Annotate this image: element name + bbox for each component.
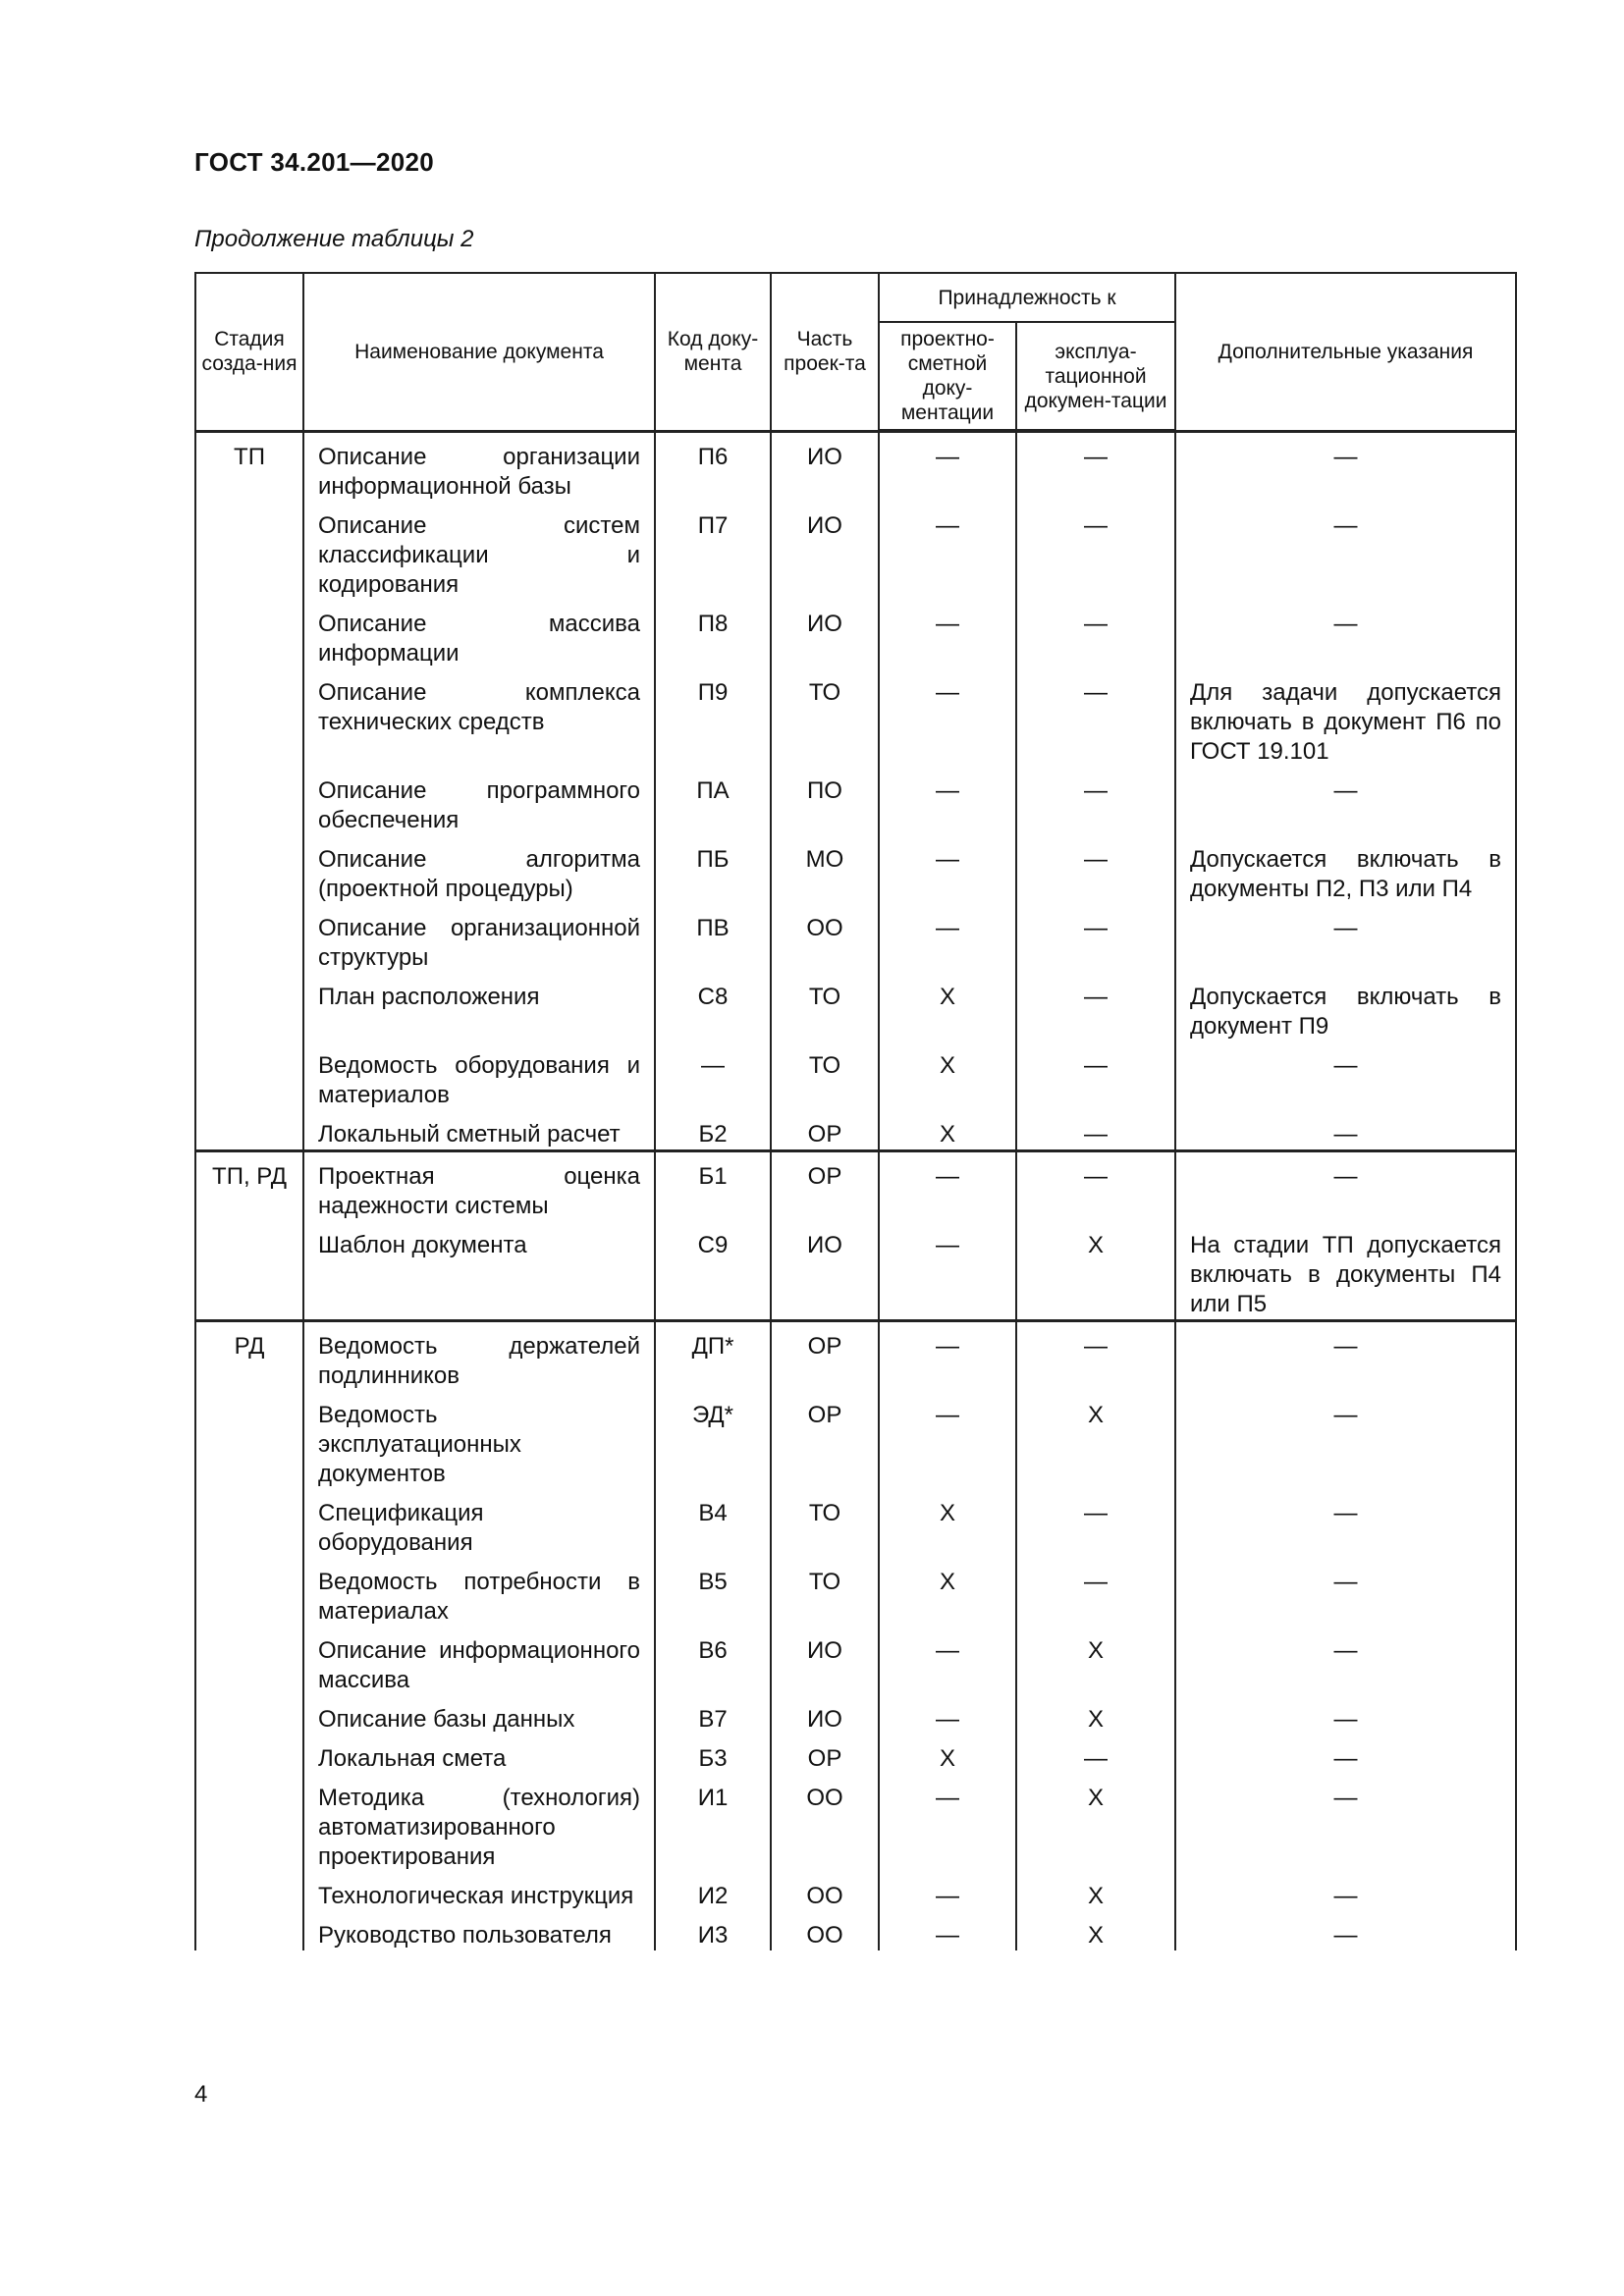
project-part-cell: ИО bbox=[771, 1695, 879, 1735]
project-part-cell: ОР bbox=[771, 1150, 879, 1221]
design-doc-cell: — bbox=[879, 1774, 1016, 1872]
documents-table bbox=[194, 272, 1517, 1950]
project-part-cell: ОО bbox=[771, 904, 879, 973]
table-row bbox=[195, 1872, 1516, 1911]
design-doc-cell: — bbox=[879, 835, 1016, 904]
project-part-cell: ОР bbox=[771, 1391, 879, 1489]
project-part-cell: ОО bbox=[771, 1872, 879, 1911]
operation-doc-cell: — bbox=[1016, 767, 1175, 835]
project-part-cell: ИО bbox=[771, 1627, 879, 1695]
document-name-cell: Описание организации информационной базы bbox=[303, 431, 655, 502]
document-code-cell: ЭД* bbox=[655, 1391, 771, 1489]
project-part-cell: ИО bbox=[771, 600, 879, 668]
operation-doc-cell: — bbox=[1016, 1320, 1175, 1391]
header-design-doc: проектно-сметной доку-ментации bbox=[879, 322, 1016, 431]
document-name-cell: Описание базы данных bbox=[303, 1695, 655, 1735]
notes-cell: — bbox=[1175, 1489, 1516, 1558]
document-code-cell: ПА bbox=[655, 767, 771, 835]
document-code-cell: П7 bbox=[655, 502, 771, 600]
document-name-cell: План расположения bbox=[303, 973, 655, 1041]
table-row bbox=[195, 1221, 1516, 1321]
operation-doc-cell: Х bbox=[1016, 1911, 1175, 1950]
notes-cell: — bbox=[1175, 431, 1516, 502]
document-name-cell: Описание массива информации bbox=[303, 600, 655, 668]
operation-doc-cell: Х bbox=[1016, 1627, 1175, 1695]
document-code-cell: Б3 bbox=[655, 1735, 771, 1774]
notes-cell: Допускается включать в документы П2, П3 или П4 bbox=[1175, 835, 1516, 904]
design-doc-cell: — bbox=[879, 1695, 1016, 1735]
notes-cell: — bbox=[1175, 502, 1516, 600]
design-doc-cell: — bbox=[879, 767, 1016, 835]
operation-doc-cell: — bbox=[1016, 904, 1175, 973]
stage-cell: ТП, РД bbox=[195, 1150, 303, 1320]
document-code-cell: ПВ bbox=[655, 904, 771, 973]
design-doc-cell: — bbox=[879, 1872, 1016, 1911]
table-row bbox=[195, 502, 1516, 600]
project-part-cell: ТО bbox=[771, 973, 879, 1041]
table-row bbox=[195, 1320, 1516, 1391]
document-name-cell: Описание комплекса технических средств bbox=[303, 668, 655, 767]
document-name-cell: Шаблон документа bbox=[303, 1221, 655, 1321]
notes-cell: Допускается включать в документ П9 bbox=[1175, 973, 1516, 1041]
notes-cell: На стадии ТП допускается включать в документы П4 или П5 bbox=[1175, 1221, 1516, 1321]
table-caption: Продолжение таблицы 2 bbox=[194, 226, 474, 252]
design-doc-cell: Х bbox=[879, 1489, 1016, 1558]
table-row bbox=[195, 1774, 1516, 1872]
table-row bbox=[195, 904, 1516, 973]
notes-cell: — bbox=[1175, 1911, 1516, 1950]
table-row bbox=[195, 1489, 1516, 1558]
operation-doc-cell: Х bbox=[1016, 1774, 1175, 1872]
table-row bbox=[195, 835, 1516, 904]
document-name-cell: Ведомость оборудования и материалов bbox=[303, 1041, 655, 1110]
table-row bbox=[195, 600, 1516, 668]
operation-doc-cell: — bbox=[1016, 1041, 1175, 1110]
project-part-cell: ТО bbox=[771, 668, 879, 767]
document-code-cell: В5 bbox=[655, 1558, 771, 1627]
document-name-cell: Описание организационной структуры bbox=[303, 904, 655, 973]
design-doc-cell: Х bbox=[879, 1110, 1016, 1151]
table-row bbox=[195, 1627, 1516, 1695]
table-row bbox=[195, 668, 1516, 767]
design-doc-cell: Х bbox=[879, 1558, 1016, 1627]
operation-doc-cell: — bbox=[1016, 668, 1175, 767]
notes-cell: — bbox=[1175, 1041, 1516, 1110]
document-name-cell: Методика (технология) автоматизированного проектирования bbox=[303, 1774, 655, 1872]
document-name-cell: Ведомость эксплуатационных документов bbox=[303, 1391, 655, 1489]
notes-cell: — bbox=[1175, 1558, 1516, 1627]
notes-cell: — bbox=[1175, 1320, 1516, 1391]
document-name-cell: Локальная смета bbox=[303, 1735, 655, 1774]
operation-doc-cell: — bbox=[1016, 1558, 1175, 1627]
design-doc-cell: — bbox=[879, 1627, 1016, 1695]
design-doc-cell: — bbox=[879, 1391, 1016, 1489]
design-doc-cell: — bbox=[879, 668, 1016, 767]
stage-cell: ТП bbox=[195, 431, 303, 1150]
design-doc-cell: Х bbox=[879, 1735, 1016, 1774]
project-part-cell: ОР bbox=[771, 1735, 879, 1774]
notes-cell: — bbox=[1175, 1774, 1516, 1872]
operation-doc-cell: — bbox=[1016, 502, 1175, 600]
document-code-cell: И2 bbox=[655, 1872, 771, 1911]
operation-doc-cell: — bbox=[1016, 1489, 1175, 1558]
operation-doc-cell: — bbox=[1016, 1150, 1175, 1221]
header-notes: Дополнительные указания bbox=[1175, 273, 1516, 431]
operation-doc-cell: Х bbox=[1016, 1391, 1175, 1489]
project-part-cell: ОО bbox=[771, 1911, 879, 1950]
table-row bbox=[195, 1695, 1516, 1735]
project-part-cell: МО bbox=[771, 835, 879, 904]
operation-doc-cell: — bbox=[1016, 431, 1175, 502]
project-part-cell: ПО bbox=[771, 767, 879, 835]
table-row bbox=[195, 1150, 1516, 1221]
document-code-cell: П8 bbox=[655, 600, 771, 668]
operation-doc-cell: — bbox=[1016, 600, 1175, 668]
notes-cell: — bbox=[1175, 1872, 1516, 1911]
design-doc-cell: — bbox=[879, 431, 1016, 502]
notes-cell: — bbox=[1175, 1150, 1516, 1221]
document-name-cell: Ведомость держателей подлинников bbox=[303, 1320, 655, 1391]
page-number: 4 bbox=[194, 2081, 208, 2108]
table-row bbox=[195, 767, 1516, 835]
operation-doc-cell: Х bbox=[1016, 1221, 1175, 1321]
document-code-cell: В4 bbox=[655, 1489, 771, 1558]
document-name-cell: Ведомость потребности в материалах bbox=[303, 1558, 655, 1627]
notes-cell: — bbox=[1175, 767, 1516, 835]
document-code-cell: — bbox=[655, 1041, 771, 1110]
table-row bbox=[195, 1735, 1516, 1774]
project-part-cell: ОО bbox=[771, 1774, 879, 1872]
project-part-cell: ТО bbox=[771, 1041, 879, 1110]
notes-cell: — bbox=[1175, 1110, 1516, 1151]
table-header bbox=[195, 273, 1516, 431]
design-doc-cell: — bbox=[879, 502, 1016, 600]
document-header-title: ГОСТ 34.201—2020 bbox=[194, 147, 435, 177]
table-row bbox=[195, 1041, 1516, 1110]
header-name: Наименование документа bbox=[303, 273, 655, 431]
project-part-cell: ИО bbox=[771, 1221, 879, 1321]
document-code-cell: П9 bbox=[655, 668, 771, 767]
notes-cell: Для задачи допускается включать в документ П6 по ГОСТ 19.101 bbox=[1175, 668, 1516, 767]
document-code-cell: И3 bbox=[655, 1911, 771, 1950]
operation-doc-cell: Х bbox=[1016, 1695, 1175, 1735]
project-part-cell: ИО bbox=[771, 502, 879, 600]
design-doc-cell: — bbox=[879, 1911, 1016, 1950]
document-name-cell: Проектная оценка надежности системы bbox=[303, 1150, 655, 1221]
design-doc-cell: — bbox=[879, 1150, 1016, 1221]
stage-group bbox=[195, 1150, 1516, 1320]
document-code-cell: И1 bbox=[655, 1774, 771, 1872]
document-code-cell: В7 bbox=[655, 1695, 771, 1735]
header-code: Код доку-мента bbox=[655, 273, 771, 431]
stage-cell: РД bbox=[195, 1320, 303, 1950]
notes-cell: — bbox=[1175, 1735, 1516, 1774]
table-row bbox=[195, 1391, 1516, 1489]
document-code-cell: Б2 bbox=[655, 1110, 771, 1151]
operation-doc-cell: — bbox=[1016, 835, 1175, 904]
design-doc-cell: — bbox=[879, 904, 1016, 973]
header-part: Часть проек-та bbox=[771, 273, 879, 431]
operation-doc-cell: Х bbox=[1016, 1872, 1175, 1911]
document-name-cell: Технологическая инструкция bbox=[303, 1872, 655, 1911]
design-doc-cell: Х bbox=[879, 1041, 1016, 1110]
stage-group bbox=[195, 431, 1516, 1150]
notes-cell: — bbox=[1175, 1695, 1516, 1735]
document-name-cell: Локальный сметный расчет bbox=[303, 1110, 655, 1151]
project-part-cell: ТО bbox=[771, 1558, 879, 1627]
document-code-cell: ПБ bbox=[655, 835, 771, 904]
stage-group bbox=[195, 1320, 1516, 1950]
design-doc-cell: — bbox=[879, 600, 1016, 668]
project-part-cell: ИО bbox=[771, 431, 879, 502]
design-doc-cell: Х bbox=[879, 973, 1016, 1041]
design-doc-cell: — bbox=[879, 1320, 1016, 1391]
notes-cell: — bbox=[1175, 1391, 1516, 1489]
notes-cell: — bbox=[1175, 1627, 1516, 1695]
document-code-cell: Б1 bbox=[655, 1150, 771, 1221]
header-operation-doc: эксплуа-тационной докумен-тации bbox=[1016, 322, 1175, 431]
project-part-cell: ТО bbox=[771, 1489, 879, 1558]
design-doc-cell: — bbox=[879, 1221, 1016, 1321]
table-row bbox=[195, 431, 1516, 502]
header-stage: Стадия созда-ния bbox=[195, 273, 303, 431]
document-name-cell: Описание программного обеспечения bbox=[303, 767, 655, 835]
document-code-cell: С9 bbox=[655, 1221, 771, 1321]
table-row bbox=[195, 1110, 1516, 1151]
notes-cell: — bbox=[1175, 600, 1516, 668]
document-name-cell: Описание систем классификации и кодирования bbox=[303, 502, 655, 600]
document-code-cell: ДП* bbox=[655, 1320, 771, 1391]
document-code-cell: П6 bbox=[655, 431, 771, 502]
document-name-cell: Спецификация оборудования bbox=[303, 1489, 655, 1558]
operation-doc-cell: — bbox=[1016, 973, 1175, 1041]
table-row bbox=[195, 1911, 1516, 1950]
table-row bbox=[195, 973, 1516, 1041]
operation-doc-cell: — bbox=[1016, 1735, 1175, 1774]
document-code-cell: В6 bbox=[655, 1627, 771, 1695]
table-row bbox=[195, 1558, 1516, 1627]
project-part-cell: ОР bbox=[771, 1110, 879, 1151]
operation-doc-cell: — bbox=[1016, 1110, 1175, 1151]
notes-cell: — bbox=[1175, 904, 1516, 973]
document-code-cell: С8 bbox=[655, 973, 771, 1041]
project-part-cell: ОР bbox=[771, 1320, 879, 1391]
document-name-cell: Описание алгоритма (проектной процедуры) bbox=[303, 835, 655, 904]
header-belongs: Принадлежность к bbox=[879, 273, 1175, 322]
document-name-cell: Описание информационного массива bbox=[303, 1627, 655, 1695]
document-name-cell: Руководство пользователя bbox=[303, 1911, 655, 1950]
